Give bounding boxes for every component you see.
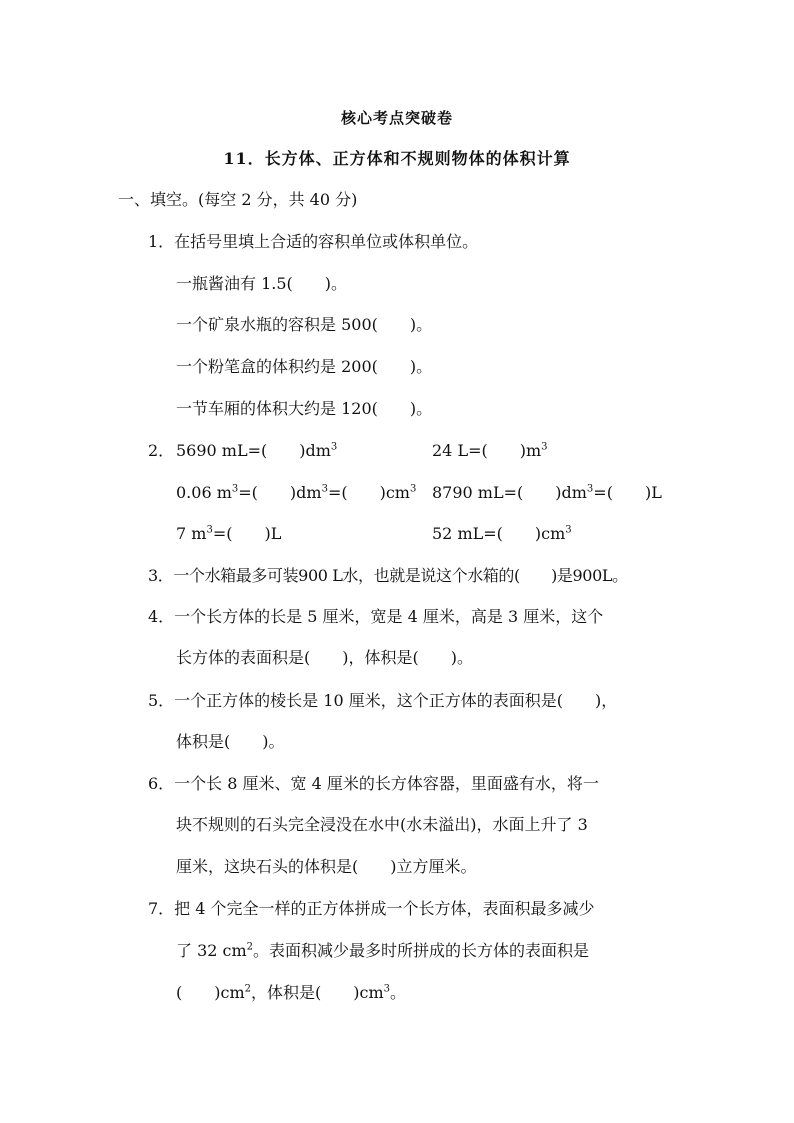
question-1-stem: 1．在括号里填上合适的容积单位或体积单位。 bbox=[148, 232, 479, 251]
q7-text: 了 32 cm bbox=[176, 941, 247, 960]
superscript: 3 bbox=[231, 483, 239, 495]
question-2-item-3 bbox=[176, 482, 416, 504]
superscript: 3 bbox=[330, 441, 338, 453]
q7-text: 。表面积减少最多时所拼成的长方体的表面积是 bbox=[253, 941, 590, 960]
q2-text: =( )dm bbox=[238, 483, 322, 502]
q7-text: 。 bbox=[390, 983, 407, 1002]
question-5-line-1: 5．一个正方体的棱长是 10 厘米，这个正方体的表面积是( )， bbox=[148, 691, 618, 710]
superscript: 3 bbox=[586, 483, 594, 495]
question-1-item-b: 一个矿泉水瓶的容积是 500( )。 bbox=[176, 315, 433, 334]
q2-text: 5690 mL=( )dm bbox=[176, 441, 331, 460]
q2-text: =( )cm bbox=[327, 483, 410, 502]
question-7-line-3 bbox=[176, 982, 406, 1004]
page-subtitle: 11．长方体、正方体和不规则物体的体积计算 bbox=[223, 149, 571, 168]
q2-text: 52 mL=( )cm bbox=[432, 524, 566, 543]
question-6-line-2: 块不规则的石头完全浸没在水中(水未溢出)，水面上升了 3 bbox=[176, 815, 588, 834]
superscript: 3 bbox=[541, 441, 548, 453]
q7-text: ( )cm bbox=[176, 983, 245, 1002]
q2-text: 24 L=( )m bbox=[432, 441, 542, 460]
superscript: 2 bbox=[246, 941, 254, 953]
q2-text: =( )L bbox=[212, 524, 282, 543]
superscript: 3 bbox=[321, 483, 328, 495]
question-3: 3．一个水箱最多可装900 L水，也就是说这个水箱的( )是900L。 bbox=[148, 566, 628, 585]
question-2-item-5 bbox=[176, 523, 281, 545]
question-2-item-6 bbox=[432, 523, 572, 545]
question-1-item-d: 一节车厢的体积大约是 120( )。 bbox=[176, 399, 433, 418]
page-title: 核心考点突破卷 bbox=[340, 109, 453, 127]
superscript: 2 bbox=[244, 983, 251, 995]
q2-text: 0.06 m bbox=[176, 483, 232, 502]
question-2-item-1 bbox=[176, 440, 337, 462]
question-5-line-2: 体积是( )。 bbox=[176, 732, 285, 751]
question-7-line-2 bbox=[176, 940, 589, 962]
q7-text: ，体积是( )cm bbox=[251, 983, 384, 1002]
superscript: 3 bbox=[409, 483, 417, 495]
q2-text: =( )L bbox=[593, 483, 662, 502]
question-1-item-c: 一个粉笔盒的体积约是 200( )。 bbox=[176, 357, 433, 376]
superscript: 3 bbox=[206, 524, 213, 536]
question-1-item-a: 一瓶酱油有 1.5( )。 bbox=[176, 274, 348, 293]
question-6-line-3: 厘米，这块石头的体积是( )立方厘米。 bbox=[176, 857, 477, 876]
question-4-line-2: 长方体的表面积是( )，体积是( )。 bbox=[176, 648, 473, 667]
superscript: 3 bbox=[565, 524, 572, 536]
question-7-line-1: 7．把 4 个完全一样的正方体拼成一个长方体，表面积最多减少 bbox=[148, 899, 595, 918]
question-4-line-1: 4．一个长方体的长是 5 厘米，宽是 4 厘米，高是 3 厘米，这个 bbox=[148, 607, 604, 626]
question-2-number: 2． bbox=[148, 441, 175, 460]
superscript: 3 bbox=[383, 983, 390, 995]
question-2-item-2 bbox=[432, 440, 548, 462]
question-2-item-4 bbox=[432, 482, 662, 504]
question-6-line-1: 6．一个长 8 厘米、宽 4 厘米的长方体容器，里面盛有水，将一 bbox=[148, 774, 599, 793]
q2-text: 8790 mL=( )dm bbox=[432, 483, 587, 502]
section-heading: 一、填空。(每空 2 分，共 40 分) bbox=[118, 190, 358, 209]
q2-text: 7 m bbox=[176, 524, 207, 543]
